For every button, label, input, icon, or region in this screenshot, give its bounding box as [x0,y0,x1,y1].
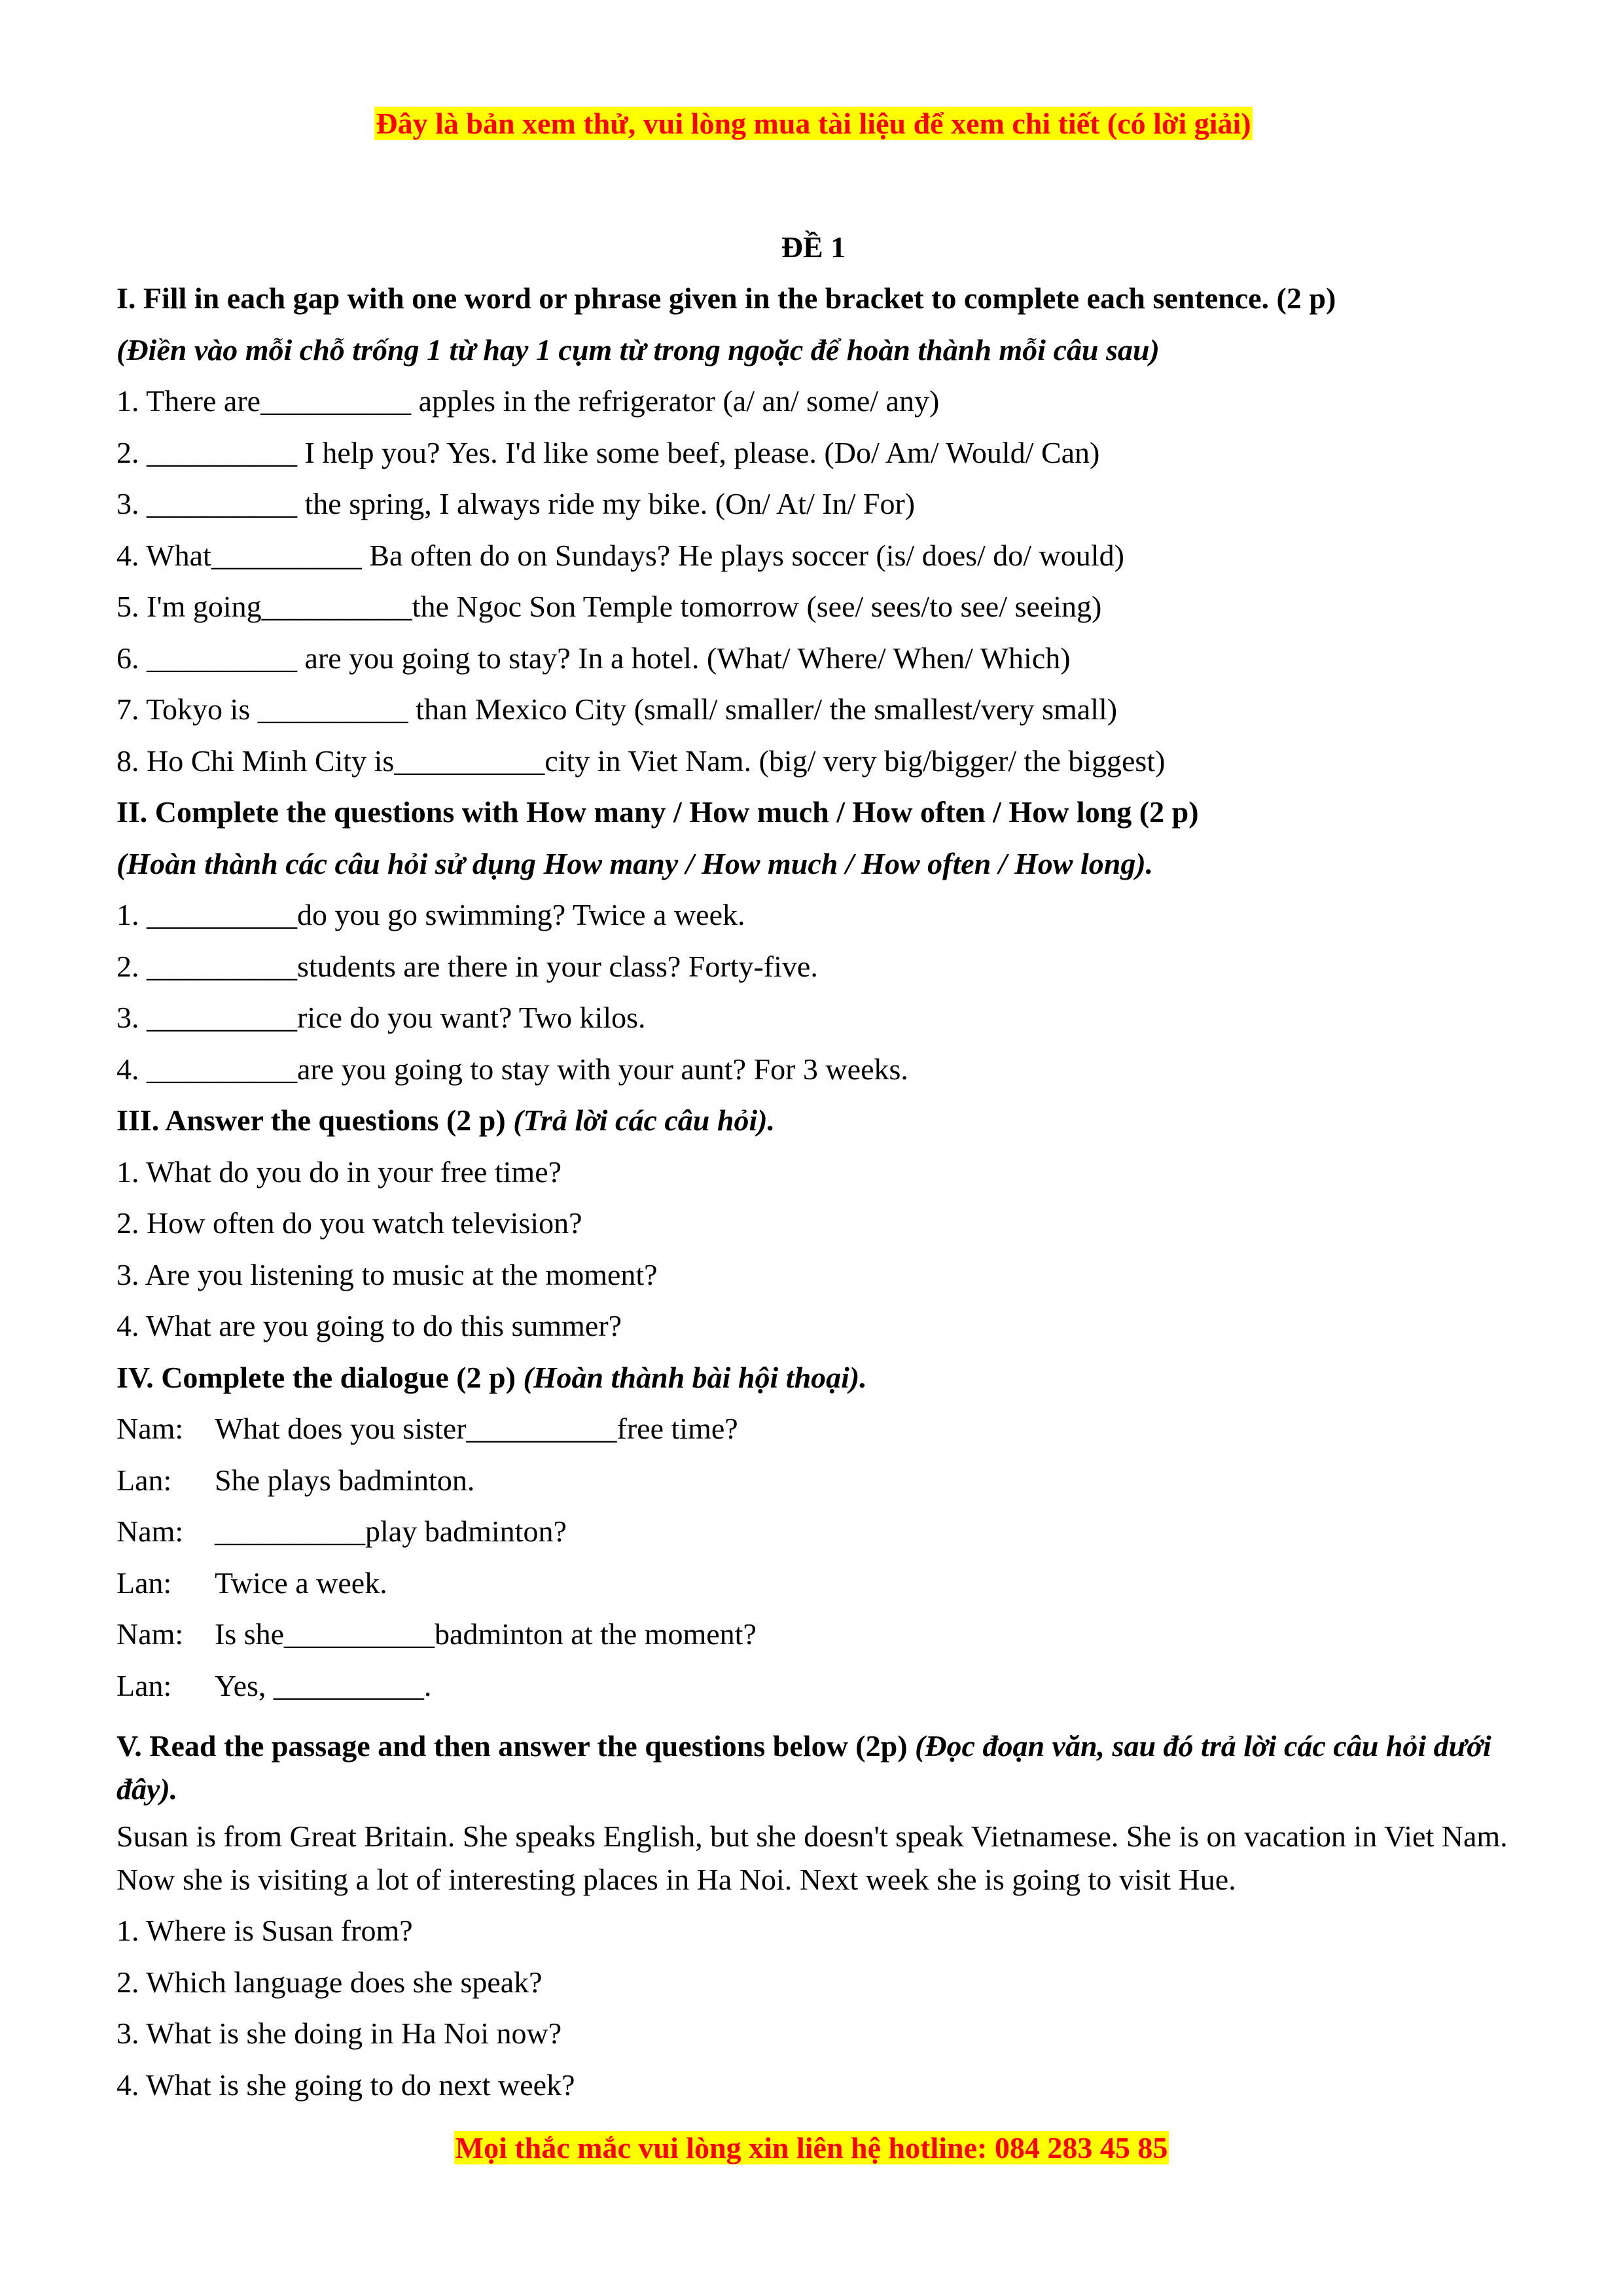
dialogue-text: Yes, __________. [215,1668,432,1702]
dialogue-speaker: Nam: [116,1515,184,1548]
section-2-heading: II. Complete the questions with How many / How much / How often / How long (2 p) [116,795,1199,829]
section-2-subheading: (Hoàn thành các câu hỏi sử dụng How many / How much / How often / How long). [116,846,1154,880]
section-2-item: 3. __________rice do you want? Two kilos. [116,1001,646,1034]
dialogue-speaker: Nam: [116,1617,184,1651]
section-1-heading: I. Fill in each gap with one word or phrase given in the bracket to complete each sentence. (2 p) [116,281,1336,315]
dialogue-speaker: Lan: [116,1668,172,1702]
dialogue-speaker: Lan: [116,1566,172,1600]
dialogue-text: __________play badminton? [215,1515,567,1548]
section-5-heading-vi: (Đọc đoạn văn, sau đó trả lời các câu hỏi dưới đây). [116,1729,1491,1806]
section-1-item: 2. __________ I help you? Yes. I'd like some beef, please. (Do/ Am/ Would/ Can) [116,435,1100,469]
section-3-item: 1. What do you do in your free time? [116,1155,562,1189]
section-3-heading: III. Answer the questions (2 p) [116,1103,506,1137]
reading-passage: Susan is from Great Britain. She speaks English, but she doesn't speak Vietnamese. She is on vacation in Viet Nam. Now she is visiting a lot of interesting places in Ha Noi. Next week she is going to visit Hue. [116,1820,1508,1896]
section-1-item: 7. Tokyo is __________ than Mexico City (small/ smaller/ the smallest/very small) [116,692,1118,726]
section-1-item: 4. What__________ Ba often do on Sundays? He plays soccer (is/ does/ do/ would) [116,538,1124,572]
section-5-heading-line [116,1725,1510,1811]
footer-notice-line [0,2130,1623,2165]
header-notice: Đây là bản xem thử, vui lòng mua tài liệu để xem chi tiết (có lời giải) [376,107,1251,140]
dialogue-line [116,1403,1510,1455]
worksheet-page [116,98,1510,2111]
section-5-heading: V. Read the passage and then answer the questions below (2p) [116,1729,908,1763]
section-1-item: 1. There are__________ apples in the refrigerator (a/ an/ some/ any) [116,384,940,418]
section-1-subheading: (Điền vào mỗi chỗ trống 1 từ hay 1 cụm từ trong ngoặc để hoàn thành mỗi câu sau) [116,332,1160,367]
section-5-item: 4. What is she going to do next week? [116,2068,575,2102]
section-1-item: 3. __________ the spring, I always ride my bike. (On/ At/ In/ For) [116,487,916,520]
dialogue-line [116,1609,1510,1660]
section-3-item: 2. How often do you watch television? [116,1206,582,1240]
section-3-item: 3. Are you listening to music at the moment? [116,1257,658,1291]
section-4-heading-line [116,1352,1510,1404]
header-notice-line [116,98,1510,150]
section-5-item: 1. Where is Susan from? [116,1914,413,1947]
dialogue-speaker: Lan: [116,1463,172,1497]
section-2-item: 2. __________students are there in your class? Forty-five. [116,949,818,983]
section-3-heading-line [116,1095,1510,1147]
dialogue-text: Twice a week. [215,1566,387,1600]
dialogue-line [116,1455,1510,1507]
section-4-heading: IV. Complete the dialogue (2 p) [116,1360,516,1394]
dialogue-line [116,1506,1510,1558]
section-5-item: 2. Which language does she speak? [116,1965,543,1999]
section-2-item: 1. __________do you go swimming? Twice a week. [116,898,745,931]
page-title: ĐỀ 1 [781,230,846,264]
section-4-heading-vi: (Hoàn thành bài hội thoại). [523,1360,867,1394]
dialogue-text: She plays badminton. [215,1463,475,1497]
section-3-heading-vi: (Trả lời các câu hỏi). [513,1103,776,1137]
dialogue-text: Is she__________badminton at the moment? [215,1617,757,1651]
section-1-item: 8. Ho Chi Minh City is__________city in Viet Nam. (big/ very big/bigger/ the biggest) [116,744,1166,778]
footer-notice: Mọi thắc mắc vui lòng xin liên hệ hotline: 084 283 45 85 [455,2131,1168,2164]
dialogue-speaker: Nam: [116,1412,184,1445]
section-2-item: 4. __________are you going to stay with your aunt? For 3 weeks. [116,1052,908,1086]
dialogue-line [116,1660,1510,1712]
section-1-item: 6. __________ are you going to stay? In a hotel. (What/ Where/ When/ Which) [116,641,1071,675]
dialogue-text: What does you sister__________free time? [215,1412,738,1445]
dialogue-line [116,1558,1510,1609]
section-5-item: 3. What is she doing in Ha Noi now? [116,2017,562,2050]
section-3-item: 4. What are you going to do this summer? [116,1309,622,1342]
section-1-item: 5. I'm going__________the Ngoc Son Temple tomorrow (see/ sees/to see/ seeing) [116,590,1102,623]
